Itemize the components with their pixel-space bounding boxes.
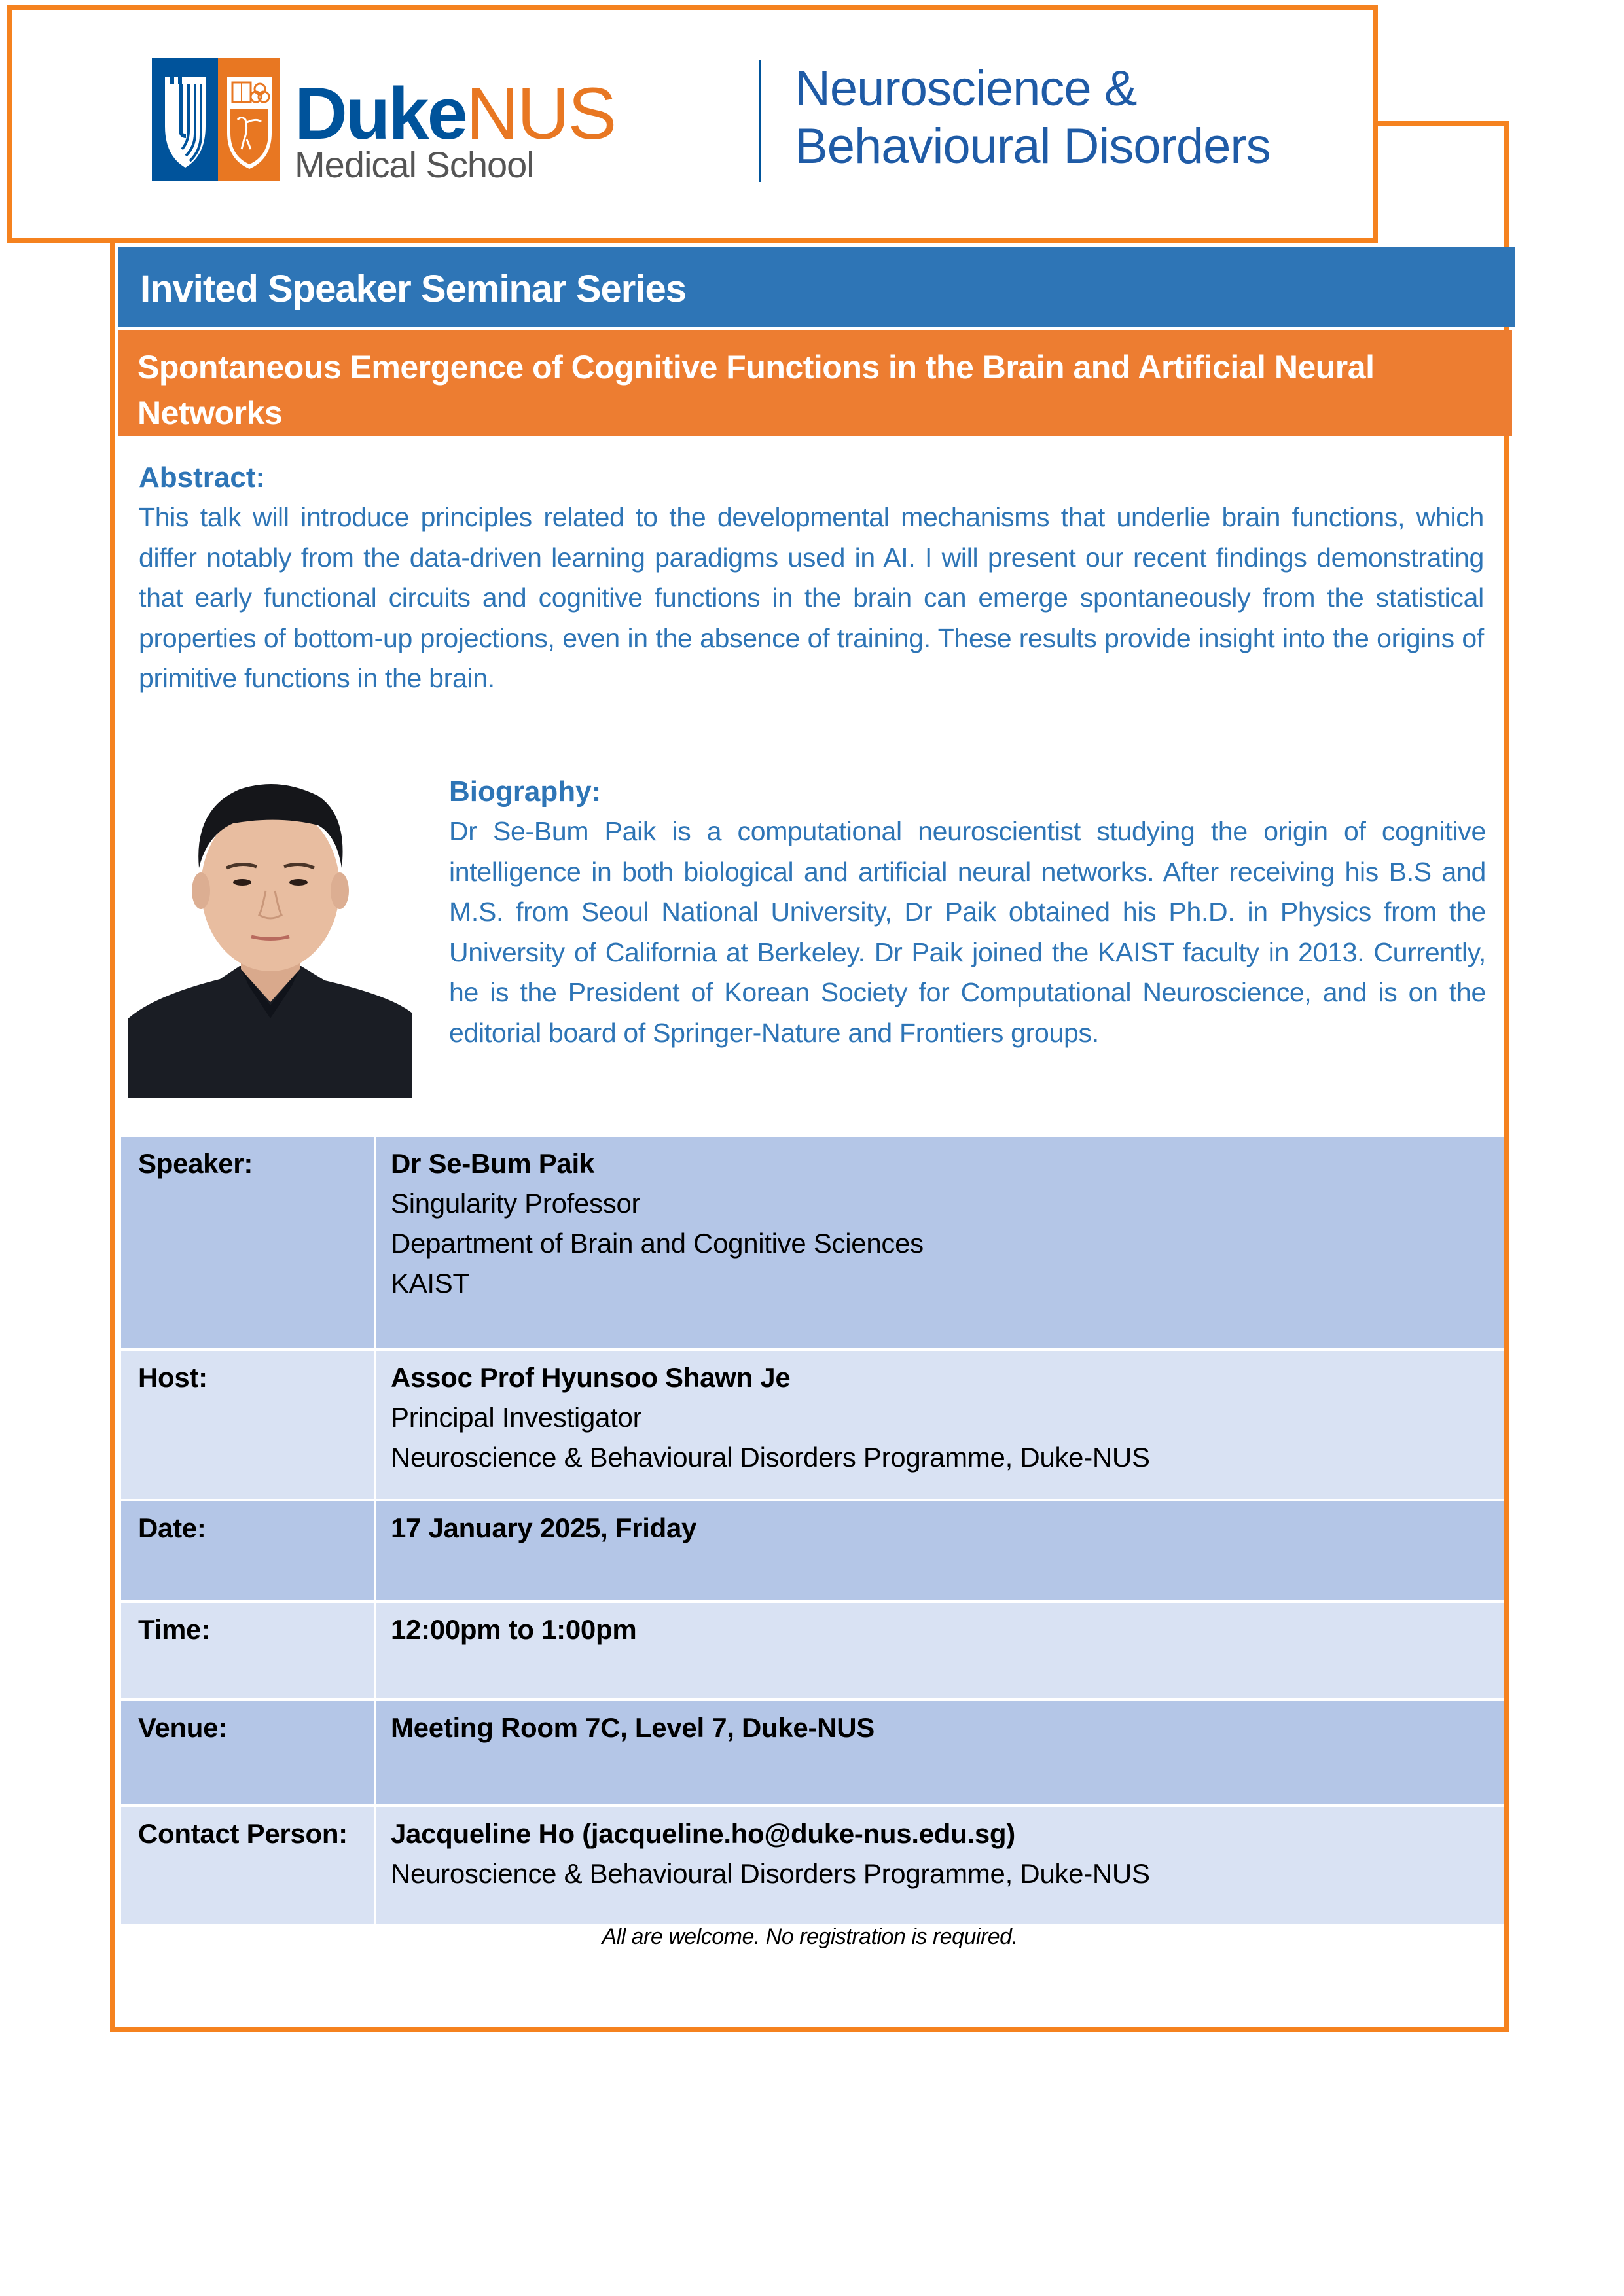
details-label: Host: bbox=[121, 1351, 376, 1499]
event-date: 17 January 2025, Friday bbox=[391, 1513, 697, 1543]
department-line-2: Behavioural Disorders bbox=[795, 118, 1271, 174]
biography-heading: Biography: bbox=[449, 776, 602, 808]
details-label: Date: bbox=[121, 1501, 376, 1600]
logo-wordmark bbox=[295, 58, 668, 185]
details-label: Time: bbox=[121, 1603, 376, 1698]
contact-name-email[interactable]: Jacqueline Ho (jacqueline.ho@duke-nus.edu.sg) bbox=[391, 1818, 1015, 1849]
speaker-institution: KAIST bbox=[391, 1268, 469, 1299]
series-title: Invited Speaker Seminar Series bbox=[140, 268, 686, 310]
talk-title-banner bbox=[118, 330, 1512, 436]
biography-text: Dr Se-Bum Paik is a computational neuroscientist studying the origin of cognitive intelligence in both biological and artificial neural networks. After receiving his B.S and M.S. from Seoul National University, Dr Paik obtained his Ph.D. in Physics from the University of California at Berkeley. Dr Paik joined the KAIST faculty in 2013. Currently, he is the President of Korean Society for Computational Neuroscience, and is on the editorial board of Springer-Nature and Frontiers groups. bbox=[449, 816, 1486, 1048]
abstract-section bbox=[139, 458, 1484, 699]
speaker-department: Department of Brain and Cognitive Sciences bbox=[391, 1228, 924, 1259]
logo-subtitle: Medical School bbox=[295, 144, 534, 185]
series-banner bbox=[118, 247, 1515, 327]
details-value bbox=[376, 1701, 1504, 1804]
event-time: 12:00pm to 1:00pm bbox=[391, 1614, 637, 1645]
department-line-1: Neuroscience & bbox=[795, 61, 1137, 117]
biography-section bbox=[449, 772, 1486, 1053]
details-row-speaker bbox=[121, 1137, 1504, 1348]
nus-crest-icon bbox=[218, 58, 280, 181]
footer-note: All are welcome. No registration is required. bbox=[602, 1924, 1018, 1949]
logo-divider bbox=[759, 60, 761, 182]
department-title bbox=[795, 60, 1271, 175]
details-label: Venue: bbox=[121, 1701, 376, 1804]
talk-title: Spontaneous Emergence of Cognitive Functions in the Brain and Artificial Neural Networks bbox=[137, 349, 1375, 431]
details-row-contact bbox=[121, 1807, 1504, 1924]
details-row-time bbox=[121, 1603, 1504, 1698]
host-title: Principal Investigator bbox=[391, 1402, 642, 1433]
abstract-text: This talk will introduce principles related to the developmental mechanisms that underlie brain functions, which differ notably from the data-driven learning paradigms used in AI. I will present our recent findings demonstrating that early functional circuits and cognitive functions in the brain can emerge spontaneously from the statistical properties of bottom-up projections, even in the absence of training. These results provide insight into the origins of primitive functions in the brain. bbox=[139, 502, 1484, 693]
host-programme: Neuroscience & Behavioural Disorders Programme, Duke-NUS bbox=[391, 1442, 1150, 1473]
event-venue: Meeting Room 7C, Level 7, Duke-NUS bbox=[391, 1712, 875, 1743]
speaker-name: Dr Se-Bum Paik bbox=[391, 1148, 594, 1179]
details-row-host bbox=[121, 1351, 1504, 1499]
abstract-heading: Abstract: bbox=[139, 461, 266, 493]
details-label: Speaker: bbox=[121, 1137, 376, 1348]
details-value bbox=[376, 1137, 1504, 1348]
speaker-title: Singularity Professor bbox=[391, 1188, 641, 1219]
details-value bbox=[376, 1603, 1504, 1698]
logo-nus-text: NUS bbox=[465, 73, 615, 154]
details-value bbox=[376, 1501, 1504, 1600]
details-row-venue bbox=[121, 1701, 1504, 1804]
event-details-table bbox=[121, 1137, 1504, 1926]
details-label: Contact Person: bbox=[121, 1807, 376, 1924]
speaker-photo bbox=[128, 770, 412, 1098]
host-name: Assoc Prof Hyunsoo Shawn Je bbox=[391, 1362, 791, 1393]
logo-duke-text: Duke bbox=[295, 73, 466, 154]
duke-nus-logo bbox=[152, 58, 668, 185]
details-value bbox=[376, 1351, 1504, 1499]
duke-shield-icon bbox=[152, 58, 218, 181]
contact-programme: Neuroscience & Behavioural Disorders Programme, Duke-NUS bbox=[391, 1858, 1150, 1889]
details-row-date bbox=[121, 1501, 1504, 1600]
details-value bbox=[376, 1807, 1504, 1924]
